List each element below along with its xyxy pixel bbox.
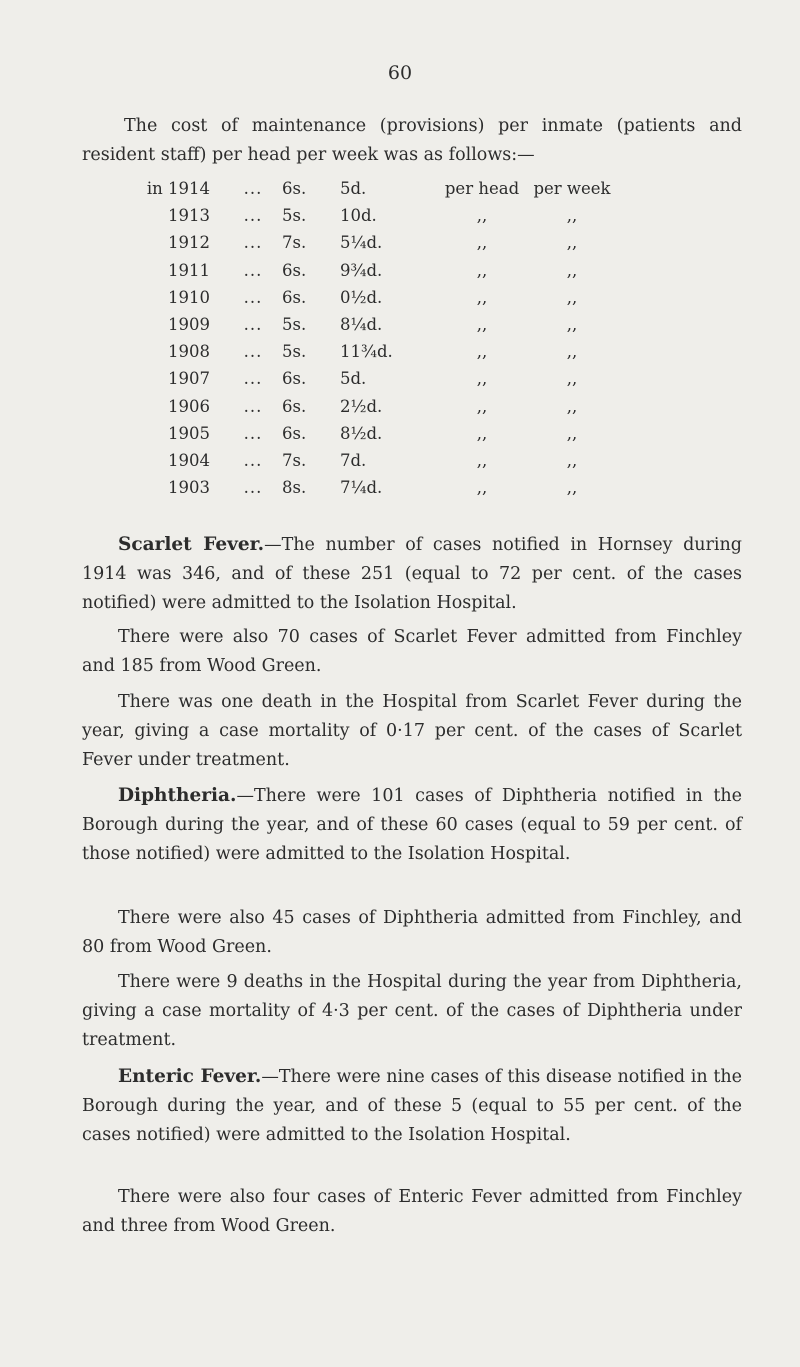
maintenance-cost-table <box>86 175 612 501</box>
pence-cell: 11¾d. <box>340 342 393 362</box>
per-head-cell: ,, <box>476 478 488 498</box>
per-week-cell: ,, <box>566 342 578 362</box>
per-head-cell: ,, <box>476 396 488 416</box>
pence-cell: 0½d. <box>340 287 383 307</box>
pence-cell: 10d. <box>340 206 377 226</box>
year-cell: 1911 <box>168 260 210 280</box>
year-cell: 1904 <box>168 450 210 470</box>
per-head-cell: ,, <box>476 315 488 335</box>
pence-cell: 5¼d. <box>340 233 383 253</box>
per-head-cell: ,, <box>476 206 488 226</box>
intro-paragraph: The cost of maintenance (provisions) per inmate (patients and resident staff) per head per week was as follows:— <box>82 116 742 165</box>
pence-cell: 5d. <box>340 179 367 199</box>
leader-dots: ... <box>243 179 263 199</box>
per-week-cell: ,, <box>566 260 578 280</box>
cost-row <box>86 365 612 392</box>
leader-dots: ... <box>243 260 263 280</box>
per-week-cell: ,, <box>566 423 578 443</box>
scarlet-fever-paragraph-2: There were also 70 cases of Scarlet Fever admitted from Finchley and 185 from Wood Green. <box>82 627 742 676</box>
enteric-fever-paragraph-2: There were also four cases of Enteric Fever admitted from Finchley and three from Wood Green. <box>82 1187 742 1236</box>
cost-row <box>86 447 612 474</box>
per-week-cell: ,, <box>566 369 578 389</box>
cost-row <box>86 338 612 365</box>
pence-cell: 2½d. <box>340 396 383 416</box>
shillings-cell: 5s. <box>282 315 307 335</box>
pence-cell: 9¾d. <box>340 260 383 280</box>
pence-cell: 8¼d. <box>340 315 383 335</box>
leader-dots: ... <box>243 423 263 443</box>
shillings-cell: 6s. <box>282 260 307 280</box>
per-head-cell: ,, <box>476 287 488 307</box>
cost-row <box>86 202 612 229</box>
per-week-cell: ,, <box>566 315 578 335</box>
year-cell: 1905 <box>168 423 210 443</box>
per-head-cell: ,, <box>476 423 488 443</box>
scarlet-fever-paragraph-1 <box>82 530 742 618</box>
shillings-cell: 7s. <box>282 450 307 470</box>
leader-dots: ... <box>243 233 263 253</box>
per-week-cell: per week <box>533 179 611 199</box>
enteric-fever-text: —There were nine cases of this disease notified in the Borough during the year, and of these 5 (equal to 55 per cent. of the cases notified) were admitted to the Isolation Hospital. <box>82 1067 743 1145</box>
leader-dots: ... <box>243 450 263 470</box>
year-cell: 1907 <box>168 369 210 389</box>
shillings-cell: 8s. <box>282 478 307 498</box>
per-week-cell: ,, <box>566 233 578 253</box>
leader-dots: ... <box>243 287 263 307</box>
per-head-cell: ,, <box>476 369 488 389</box>
year-cell: 1906 <box>168 396 210 416</box>
per-head-cell: ,, <box>476 450 488 470</box>
shillings-cell: 5s. <box>282 206 307 226</box>
leader-dots: ... <box>243 396 263 416</box>
shillings-cell: 6s. <box>282 369 307 389</box>
year-cell: 1909 <box>168 315 210 335</box>
scarlet-fever-paragraph-3: There was one death in the Hospital from Scarlet Fever during the year, giving a case mortality of 0·17 per cent. of the cases of Scarlet Fever under treatment. <box>82 692 742 770</box>
diphtheria-text: —There were 101 cases of Diphtheria notified in the Borough during the year, and of these 60 cases (equal to 59 per cent. of those notified) were admitted to the Isolation Hospital. <box>82 786 742 864</box>
diphtheria-paragraph-2: There were also 45 cases of Diphtheria admitted from Finchley, and 80 from Wood Green. <box>82 908 742 957</box>
pence-cell: 5d. <box>340 369 367 389</box>
per-head-cell: ,, <box>476 342 488 362</box>
per-week-cell: ,, <box>566 478 578 498</box>
enteric-fever-heading: Enteric Fever. <box>118 1066 262 1087</box>
shillings-cell: 6s. <box>282 179 307 199</box>
year-cell: 1913 <box>168 206 210 226</box>
diphtheria-paragraph-1 <box>82 781 742 869</box>
leader-dots: ... <box>243 342 263 362</box>
pence-cell: 8½d. <box>340 423 383 443</box>
leader-dots: ... <box>243 206 263 226</box>
leader-dots: ... <box>243 315 263 335</box>
per-head-cell: ,, <box>476 233 488 253</box>
shillings-cell: 6s. <box>282 423 307 443</box>
page-number: 60 <box>387 62 413 84</box>
cost-row <box>86 284 612 311</box>
scarlet-fever-heading: Scarlet Fever. <box>118 534 265 555</box>
per-week-cell: ,, <box>566 287 578 307</box>
scarlet-fever-text: —The number of cases notified in Hornsey during 1914 was 346, and of these 251 (equal to 72 per cent. of the cases notified) were admitted to the Isolation Hospital. <box>82 535 742 613</box>
cost-row <box>86 229 612 256</box>
shillings-cell: 6s. <box>282 396 307 416</box>
leader-dots: ... <box>243 478 263 498</box>
diphtheria-heading: Diphtheria. <box>118 785 237 806</box>
cost-row <box>86 311 612 338</box>
cost-row <box>86 175 612 202</box>
pence-cell: 7d. <box>340 450 367 470</box>
year-cell: 1910 <box>168 287 210 307</box>
per-head-cell: ,, <box>476 260 488 280</box>
cost-row <box>86 257 612 284</box>
shillings-cell: 7s. <box>282 233 307 253</box>
year-cell: 1908 <box>168 342 210 362</box>
cost-row <box>86 420 612 447</box>
per-week-cell: ,, <box>566 396 578 416</box>
pence-cell: 7¼d. <box>340 478 383 498</box>
per-head-cell: per head <box>444 179 520 199</box>
per-week-cell: ,, <box>566 450 578 470</box>
cost-row <box>86 474 612 501</box>
enteric-fever-paragraph-1 <box>82 1062 742 1150</box>
cost-row <box>86 393 612 420</box>
shillings-cell: 6s. <box>282 287 307 307</box>
per-week-cell: ,, <box>566 206 578 226</box>
year-cell: 1903 <box>168 478 210 498</box>
leader-dots: ... <box>243 369 263 389</box>
shillings-cell: 5s. <box>282 342 307 362</box>
year-cell: in 1914 <box>146 179 210 199</box>
year-cell: 1912 <box>168 233 210 253</box>
diphtheria-paragraph-3: There were 9 deaths in the Hospital during the year from Diphtheria, giving a case mortality of 4·3 per cent. of the cases of Diphtheria under treatment. <box>82 972 742 1050</box>
